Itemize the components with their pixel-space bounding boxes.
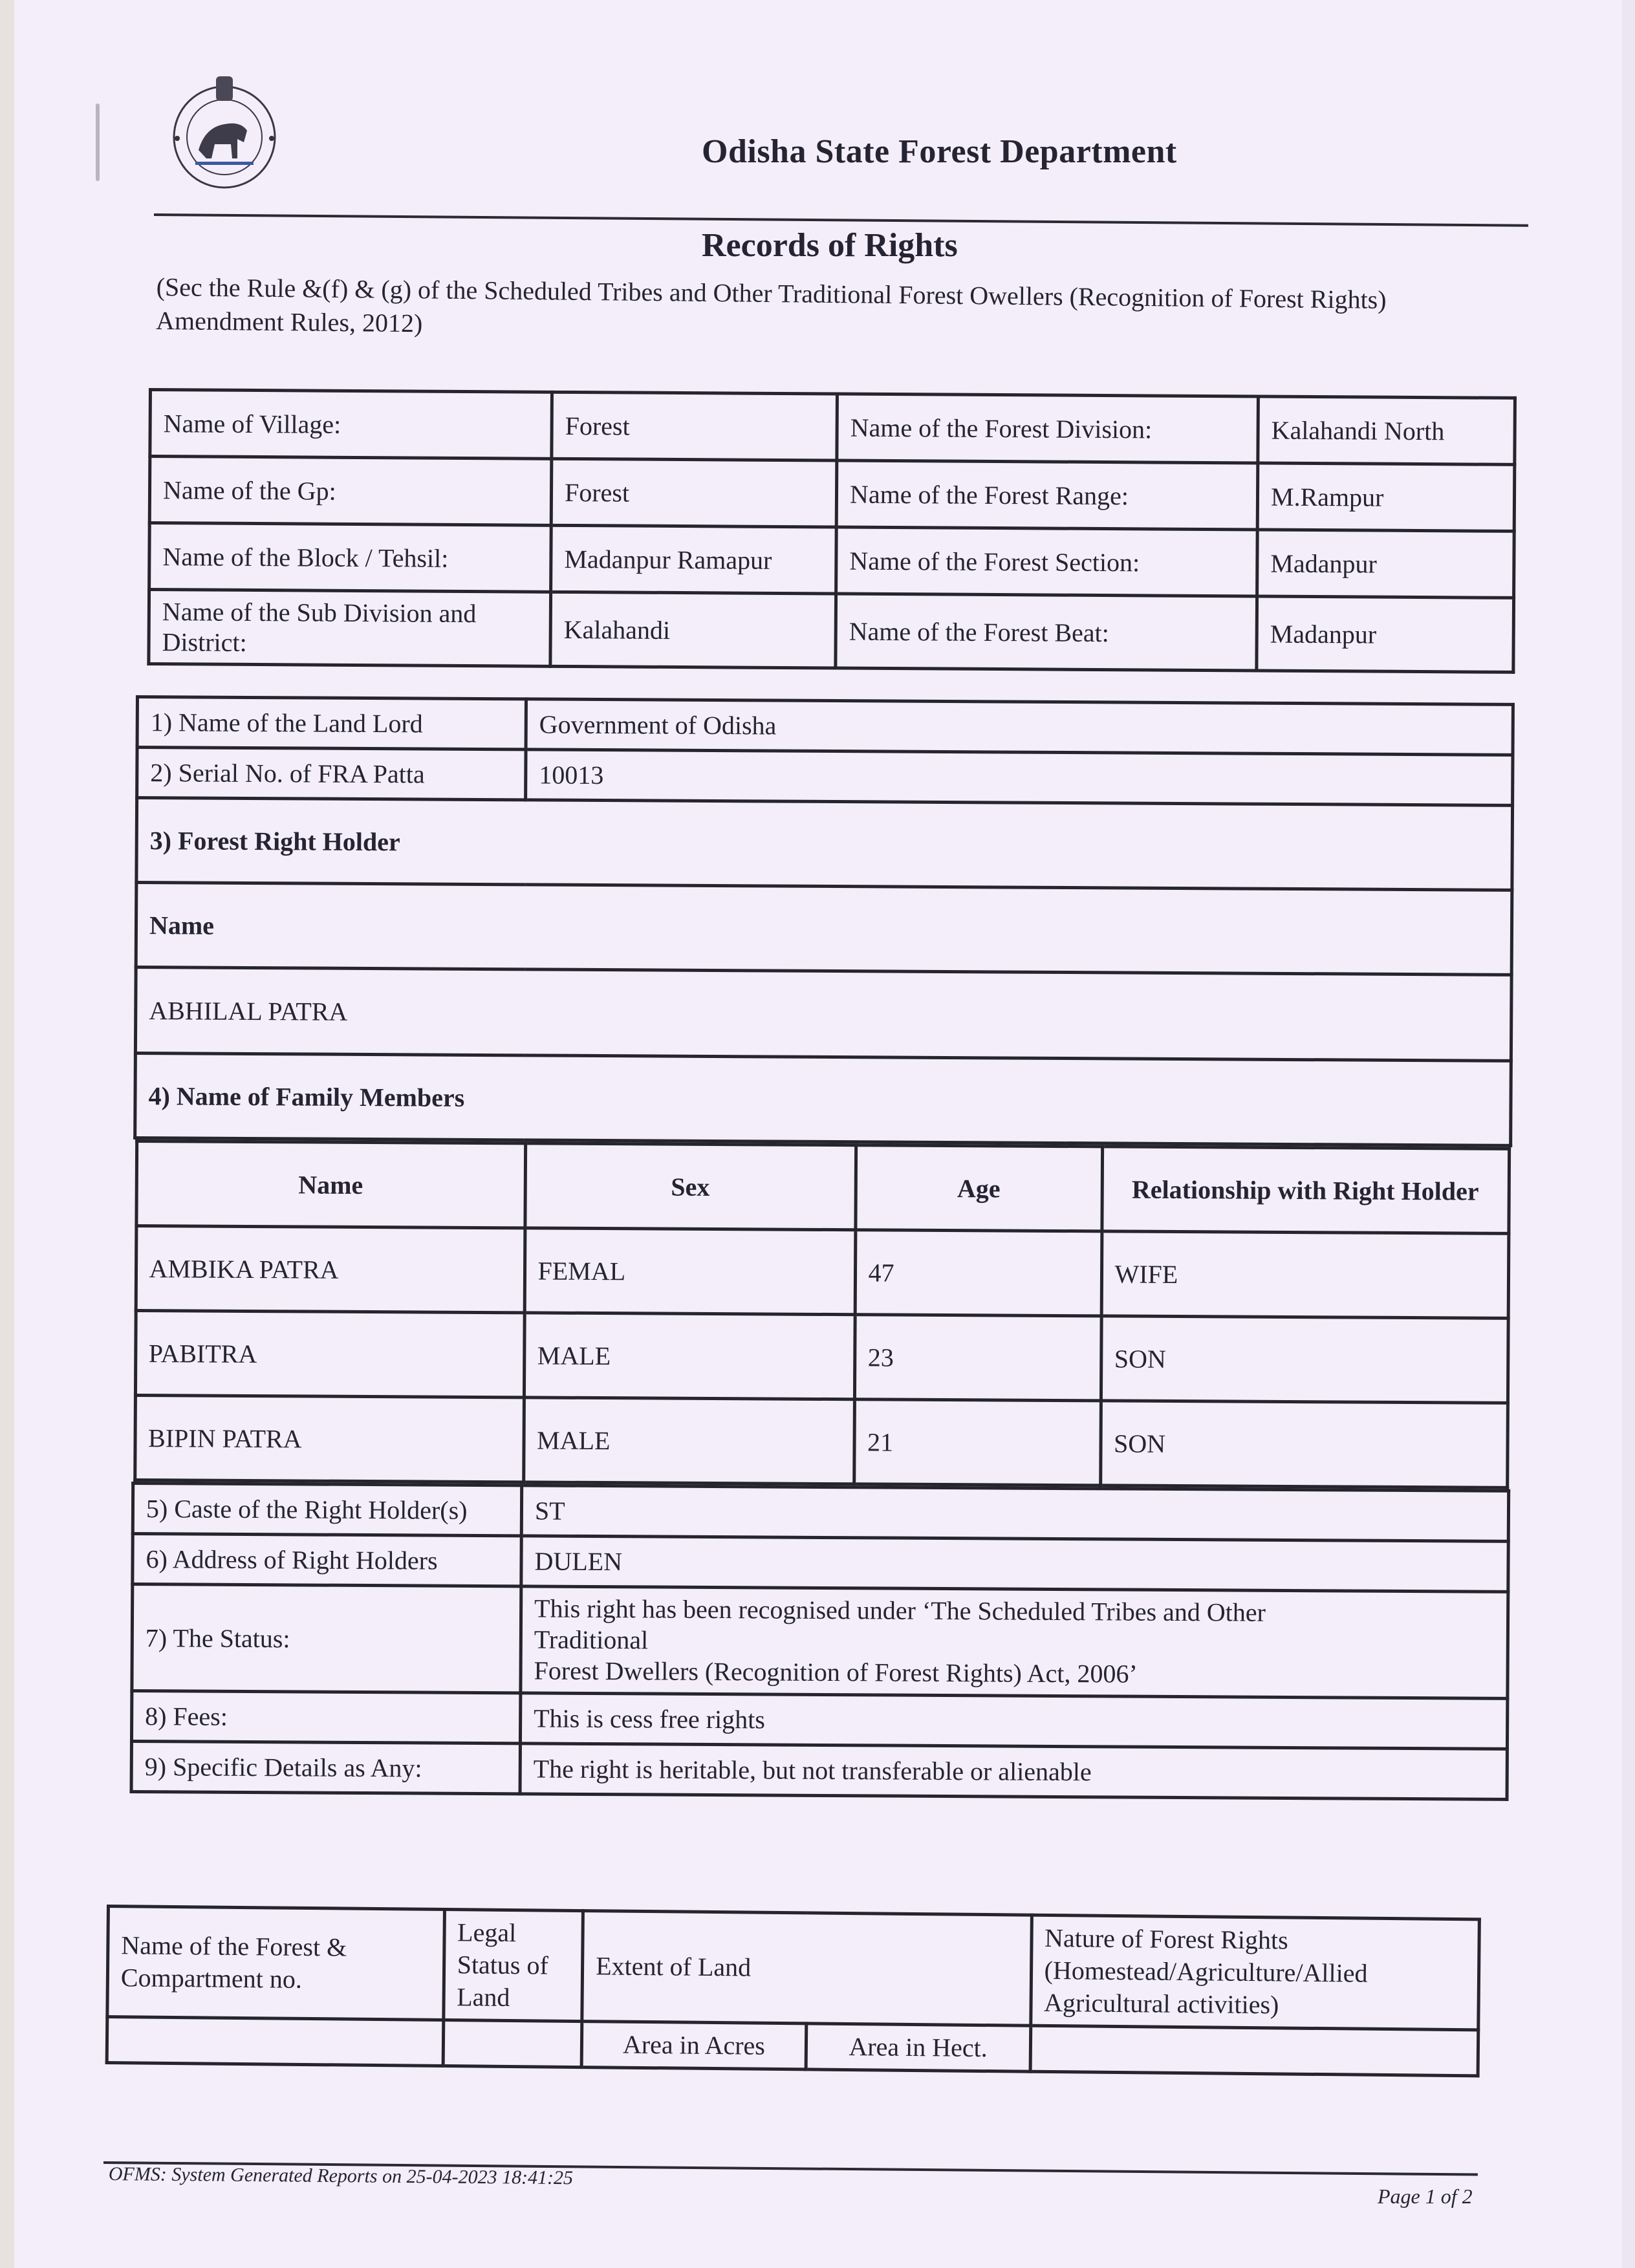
- forest-section-value: Madanpur: [1257, 530, 1515, 598]
- area-hect-header: Area in Hect.: [806, 2024, 1030, 2071]
- member-name: AMBIKA PATRA: [136, 1226, 525, 1313]
- table-row: [133, 1483, 1508, 1541]
- member-name: PABITRA: [135, 1311, 525, 1398]
- family-members-heading: 4) Name of Family Members: [135, 1053, 1511, 1146]
- status-line-3: Forest Dwellers (Recognition of Forest Rights) Act, 2006’: [534, 1656, 1138, 1689]
- staple-mark: [96, 103, 100, 181]
- department-title: Odisha State Forest Department: [702, 133, 1177, 170]
- forest-beat-value: Madanpur: [1257, 596, 1514, 672]
- member-age: 23: [854, 1315, 1101, 1401]
- land-lord-label: 1) Name of the Land Lord: [137, 697, 526, 750]
- forest-compartment-header: Name of the Forest & Compartment no.: [107, 1906, 444, 2020]
- village-label: Name of Village:: [150, 390, 552, 459]
- family-members-table: [133, 1139, 1511, 1489]
- col-sex: Sex: [525, 1143, 856, 1230]
- table-row: [136, 1226, 1509, 1319]
- caste-value: ST: [521, 1485, 1508, 1542]
- member-sex: MALE: [523, 1398, 854, 1484]
- district-label: Name of the Sub Division and District:: [149, 590, 551, 667]
- nature-of-rights-value: [1030, 2025, 1478, 2076]
- table-row: [133, 1533, 1508, 1592]
- land-lord-value: Government of Odisha: [526, 699, 1513, 755]
- area-acres-header: Area in Acres: [581, 2022, 806, 2069]
- fees-label: 8) Fees:: [131, 1690, 520, 1743]
- col-relationship: Relationship with Right Holder: [1101, 1147, 1509, 1234]
- nature-of-rights-header: Nature of Forest Rights (Homestead/Agriculture/Allied Agricultural activities): [1030, 1915, 1479, 2030]
- table-header-row: [136, 1141, 1509, 1234]
- header-divider: [154, 213, 1528, 227]
- odisha-emblem-icon: [169, 72, 279, 195]
- gp-label: Name of the Gp:: [149, 457, 552, 526]
- document-title: Records of Rights: [702, 227, 958, 264]
- right-holder-name: ABHILAL PATRA: [135, 967, 1511, 1061]
- status-value: [521, 1586, 1508, 1699]
- extent-of-land-header: Extent of Land: [582, 1911, 1032, 2026]
- member-age: 21: [854, 1399, 1101, 1485]
- table-row: [135, 1311, 1508, 1403]
- table-row: [149, 457, 1515, 532]
- name-heading: Name: [136, 883, 1512, 975]
- member-name: BIPIN PATRA: [135, 1396, 524, 1482]
- family-table-row: [133, 1138, 1511, 1491]
- forest-division-value: Kalahandi North: [1258, 396, 1515, 464]
- generated-timestamp: OFMS: System Generated Reports on 25-04-2023 18:41:25: [108, 2163, 574, 2189]
- member-relationship: SON: [1101, 1316, 1508, 1403]
- caste-label: 5) Caste of the Right Holder(s): [133, 1483, 521, 1535]
- table-row: [137, 697, 1513, 755]
- rights-details-table: [130, 695, 1515, 1801]
- fees-value: This is cess free rights: [520, 1693, 1507, 1749]
- right-holder-heading: 3) Forest Right Holder: [136, 798, 1513, 891]
- document-subtitle: (Sec the Rule &(f) & (g) of the Scheduled Tribes and Other Traditional Forest Owellers (Recognition of Forest Rights) Amendment Rules, 2012): [155, 272, 1387, 338]
- serial-no-value: 10013: [526, 750, 1513, 806]
- family-table-container: [133, 1138, 1511, 1491]
- scan-edge-right: [1622, 0, 1635, 2268]
- member-relationship: WIFE: [1101, 1231, 1509, 1319]
- forest-range-label: Name of the Forest Range:: [836, 460, 1258, 530]
- specific-details-label: 9) Specific Details as Any:: [131, 1741, 520, 1793]
- legal-status-value: [443, 2020, 582, 2068]
- member-relationship: SON: [1100, 1401, 1508, 1488]
- member-age: 47: [855, 1230, 1102, 1316]
- table-row: [135, 967, 1511, 1061]
- address-label: 6) Address of Right Holders: [133, 1533, 521, 1586]
- address-value: DULEN: [521, 1536, 1508, 1592]
- member-sex: MALE: [524, 1313, 855, 1399]
- table-row: [132, 1584, 1508, 1698]
- table-row: [135, 1053, 1511, 1146]
- serial-no-label: 2) Serial No. of FRA Patta: [137, 748, 526, 800]
- gp-value: Forest: [551, 459, 837, 527]
- forest-section-label: Name of the Forest Section:: [836, 527, 1258, 596]
- status-line-1: This right has been recognised under ‘The Scheduled Tribes and Other: [534, 1593, 1266, 1627]
- table-row: [150, 390, 1515, 465]
- forest-range-value: M.Rampur: [1257, 463, 1515, 531]
- col-name: Name: [136, 1141, 525, 1228]
- table-row: [131, 1741, 1507, 1799]
- table-row: [149, 590, 1514, 673]
- legal-status-header: Legal Status of Land: [443, 1910, 583, 2022]
- table-row: [149, 523, 1515, 598]
- table-row: [131, 1690, 1507, 1749]
- forest-beat-label: Name of the Forest Beat:: [836, 594, 1257, 671]
- table-header-row: [107, 1906, 1480, 2030]
- block-label: Name of the Block / Tehsil:: [149, 523, 552, 592]
- district-value: Kalahandi: [550, 592, 836, 668]
- table-row: [136, 798, 1513, 891]
- specific-details-value: The right is heritable, but not transferable or alienable: [520, 1744, 1507, 1800]
- scan-edge-left: [0, 0, 14, 2268]
- location-table: [147, 388, 1517, 674]
- col-age: Age: [855, 1145, 1102, 1231]
- block-value: Madanpur Ramapur: [551, 525, 837, 594]
- forest-division-label: Name of the Forest Division:: [837, 394, 1259, 463]
- table-row: [137, 748, 1513, 806]
- table-row: [135, 1396, 1508, 1488]
- status-label: 7) The Status:: [132, 1584, 521, 1692]
- page-number: Page 1 of 2: [1378, 2185, 1473, 2208]
- village-value: Forest: [552, 392, 838, 460]
- forest-compartment-value: [107, 2017, 443, 2066]
- member-sex: FEMAL: [525, 1228, 856, 1315]
- table-row: [136, 883, 1512, 975]
- land-table: [105, 1905, 1481, 2077]
- status-line-2: Traditional: [534, 1625, 649, 1655]
